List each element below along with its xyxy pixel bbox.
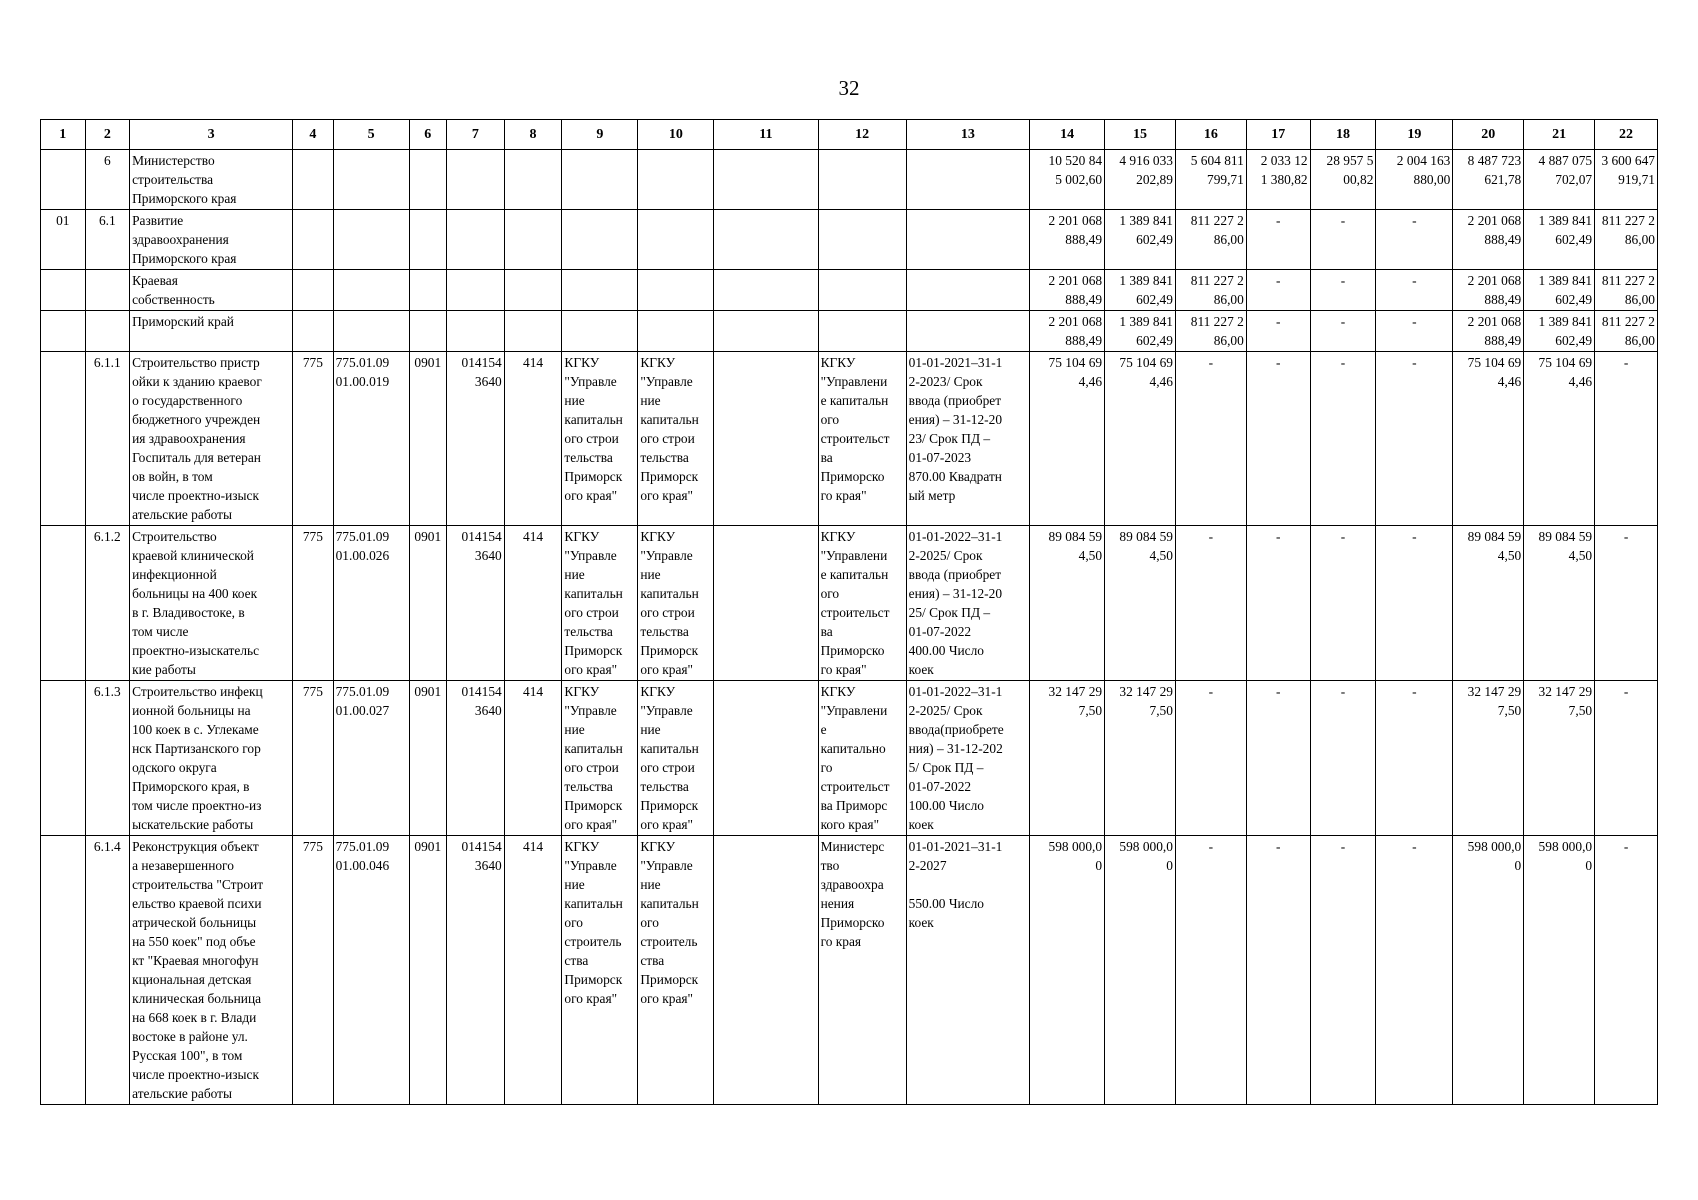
table-cell: -	[1175, 526, 1246, 681]
table-cell: 1 389 841 602,49	[1524, 210, 1595, 270]
table-row	[41, 526, 1658, 681]
table-cell	[638, 311, 714, 352]
table-cell	[504, 210, 562, 270]
table-cell: -	[1595, 681, 1658, 836]
header-cell: 19	[1376, 120, 1453, 150]
table-cell	[562, 150, 638, 210]
table-cell: 2 033 12 1 380,82	[1246, 150, 1310, 210]
table-cell	[293, 150, 334, 210]
table-cell: -	[1376, 352, 1453, 526]
table-cell: 2 201 068 888,49	[1453, 270, 1524, 311]
table-cell: 014154 3640	[447, 352, 505, 526]
table-cell: -	[1310, 681, 1376, 836]
table-cell: 0901	[409, 681, 446, 836]
table-cell	[638, 210, 714, 270]
table-cell: 775	[293, 526, 334, 681]
table-cell: 0901	[409, 352, 446, 526]
table-cell: 2 201 068 888,49	[1030, 210, 1105, 270]
table-cell: КГКУ "Управлени е капитально го строительст ва Приморс кого края"	[818, 681, 906, 836]
table-cell: 6.1	[85, 210, 130, 270]
table-cell: -	[1376, 526, 1453, 681]
table-cell: -	[1376, 311, 1453, 352]
header-cell: 14	[1030, 120, 1105, 150]
table-cell	[333, 311, 409, 352]
header-cell: 8	[504, 120, 562, 150]
table-cell: 89 084 59 4,50	[1453, 526, 1524, 681]
table-cell: -	[1595, 526, 1658, 681]
table-cell	[714, 526, 818, 681]
table-cell: -	[1175, 681, 1246, 836]
header-cell: 5	[333, 120, 409, 150]
table-cell	[41, 681, 86, 836]
table-cell: 2 201 068 888,49	[1030, 270, 1105, 311]
table-cell: -	[1246, 352, 1310, 526]
table-cell	[504, 270, 562, 311]
table-cell	[41, 526, 86, 681]
table-cell: 811 227 2 86,00	[1175, 210, 1246, 270]
table-cell: 0901	[409, 836, 446, 1105]
table-cell	[333, 210, 409, 270]
table-cell	[714, 210, 818, 270]
table-cell: КГКУ "Управле ние капитальн ого строи тельства Приморск ого края"	[638, 526, 714, 681]
table-cell: 775.01.09 01.00.026	[333, 526, 409, 681]
table-cell	[41, 150, 86, 210]
table-cell	[447, 150, 505, 210]
table-cell	[41, 270, 86, 311]
table-cell	[293, 311, 334, 352]
table-cell: -	[1595, 352, 1658, 526]
table-cell: 01-01-2022–31-1 2-2025/ Срок ввода (приобрет ения) – 31-12-20 25/ Срок ПД – 01-07-2022 400.00 Число коек	[906, 526, 1030, 681]
table-cell: 75 104 69 4,46	[1524, 352, 1595, 526]
table-cell: -	[1376, 270, 1453, 311]
table-cell: Строительство пристр ойки к зданию краевог о государственного бюджетного учрежден ия здравоохранения Госпиталь для ветеран ов войн, в том числе проектно-изыск ательские работы	[130, 352, 293, 526]
table-cell	[638, 270, 714, 311]
table-cell: 811 227 2 86,00	[1175, 270, 1246, 311]
table-cell: 6.1.2	[85, 526, 130, 681]
table-row	[41, 681, 1658, 836]
table-cell	[714, 836, 818, 1105]
table-cell: Строительство инфекц ионной больницы на 100 коек в с. Углекаме нск Партизанского гор одского округа Приморского края, в том числе проектно-из ыскательские работы	[130, 681, 293, 836]
table-cell: -	[1246, 270, 1310, 311]
table-cell	[409, 270, 446, 311]
table-cell: 0901	[409, 526, 446, 681]
table-cell: -	[1175, 352, 1246, 526]
header-cell: 15	[1105, 120, 1176, 150]
header-cell: 9	[562, 120, 638, 150]
table-cell	[714, 681, 818, 836]
table-cell: 4 916 033 202,89	[1105, 150, 1176, 210]
table-cell: -	[1376, 836, 1453, 1105]
table-cell	[41, 836, 86, 1105]
table-cell: 32 147 29 7,50	[1453, 681, 1524, 836]
table-cell: КГКУ "Управле ние капитальн ого строи тельства Приморск ого края"	[562, 681, 638, 836]
table-cell	[714, 270, 818, 311]
table-cell: 6	[85, 150, 130, 210]
table-cell: 598 000,0 0	[1105, 836, 1176, 1105]
table-cell: 89 084 59 4,50	[1030, 526, 1105, 681]
table-cell: 6.1.1	[85, 352, 130, 526]
table-cell	[409, 150, 446, 210]
table-cell: -	[1595, 836, 1658, 1105]
table-cell: 2 201 068 888,49	[1453, 311, 1524, 352]
header-cell: 11	[714, 120, 818, 150]
header-cell: 6	[409, 120, 446, 150]
table-cell	[85, 311, 130, 352]
table-cell: 775	[293, 352, 334, 526]
table-cell: 598 000,0 0	[1030, 836, 1105, 1105]
table-cell: 414	[504, 836, 562, 1105]
table-row	[41, 836, 1658, 1105]
table-cell	[818, 210, 906, 270]
table-cell: КГКУ "Управлени е капитальн ого строительст ва Приморско го края"	[818, 352, 906, 526]
table-cell	[409, 210, 446, 270]
data-table	[40, 119, 1658, 1105]
table-cell	[293, 210, 334, 270]
table-cell: Реконструкция объект а незавершенного строительства "Строит ельство краевой психи атрической больницы на 550 коек" под объе кт "Краевая многофун кциональная детская клиническая больница на 668 коек в г. Влади востоке в районе ул. Русская 100", в том числе проектно-изыск ательские работы	[130, 836, 293, 1105]
table-cell: 1 389 841 602,49	[1524, 311, 1595, 352]
table-row	[41, 150, 1658, 210]
table-cell: 28 957 5 00,82	[1310, 150, 1376, 210]
table-cell: -	[1246, 311, 1310, 352]
table-cell: 8 487 723 621,78	[1453, 150, 1524, 210]
header-cell: 20	[1453, 120, 1524, 150]
table-cell: Развитие здравоохранения Приморского края	[130, 210, 293, 270]
table-cell: 598 000,0 0	[1524, 836, 1595, 1105]
table-cell: -	[1310, 836, 1376, 1105]
table-cell	[293, 270, 334, 311]
table-cell: КГКУ "Управле ние капитальн ого строи тельства Приморск ого края"	[562, 352, 638, 526]
table-cell: 1 389 841 602,49	[1105, 270, 1176, 311]
table-cell: 811 227 2 86,00	[1595, 210, 1658, 270]
header-cell: 18	[1310, 120, 1376, 150]
table-row	[41, 210, 1658, 270]
table-cell	[906, 311, 1030, 352]
table-cell: 014154 3640	[447, 681, 505, 836]
table-cell: -	[1310, 526, 1376, 681]
table-cell	[562, 210, 638, 270]
table-cell	[818, 150, 906, 210]
table-cell: 4 887 075 702,07	[1524, 150, 1595, 210]
table-cell: 32 147 29 7,50	[1105, 681, 1176, 836]
table-cell: -	[1310, 311, 1376, 352]
table-cell: 01	[41, 210, 86, 270]
table-cell: 414	[504, 526, 562, 681]
table-cell: 414	[504, 681, 562, 836]
table-cell: 5 604 811 799,71	[1175, 150, 1246, 210]
table-cell: 775.01.09 01.00.027	[333, 681, 409, 836]
table-cell: -	[1310, 210, 1376, 270]
table-cell: 598 000,0 0	[1453, 836, 1524, 1105]
table-cell: 2 201 068 888,49	[1453, 210, 1524, 270]
table-cell	[41, 352, 86, 526]
table-cell: 811 227 2 86,00	[1175, 311, 1246, 352]
table-cell: КГКУ "Управле ние капитальн ого строитель ства Приморск ого края"	[562, 836, 638, 1105]
table-cell: 775	[293, 836, 334, 1105]
table-cell: -	[1246, 681, 1310, 836]
table-cell	[504, 150, 562, 210]
table-cell: 01-01-2021–31-1 2-2023/ Срок ввода (приобрет ения) – 31-12-20 23/ Срок ПД – 01-07-2023 870.00 Квадратн ый метр	[906, 352, 1030, 526]
table-cell: 3 600 647 919,71	[1595, 150, 1658, 210]
table-cell: -	[1310, 270, 1376, 311]
table-cell: -	[1376, 681, 1453, 836]
table-cell: 1 389 841 602,49	[1105, 311, 1176, 352]
header-cell: 12	[818, 120, 906, 150]
table-cell: 6.1.3	[85, 681, 130, 836]
table-cell: Краевая собственность	[130, 270, 293, 311]
table-cell: 1 389 841 602,49	[1105, 210, 1176, 270]
table-cell: 75 104 69 4,46	[1105, 352, 1176, 526]
header-cell: 10	[638, 120, 714, 150]
header-cell: 16	[1175, 120, 1246, 150]
table-cell	[447, 311, 505, 352]
table-cell: 32 147 29 7,50	[1524, 681, 1595, 836]
header-cell: 17	[1246, 120, 1310, 150]
table-cell: -	[1246, 836, 1310, 1105]
table-cell: 014154 3640	[447, 836, 505, 1105]
table-cell	[562, 270, 638, 311]
header-row	[41, 120, 1658, 150]
table-cell: 01-01-2021–31-1 2-2027 550.00 Число коек	[906, 836, 1030, 1105]
table-cell: 014154 3640	[447, 526, 505, 681]
table-cell: -	[1310, 352, 1376, 526]
table-cell: 775.01.09 01.00.046	[333, 836, 409, 1105]
table-cell: 75 104 69 4,46	[1453, 352, 1524, 526]
table-cell: 10 520 84 5 002,60	[1030, 150, 1105, 210]
table-cell: 775.01.09 01.00.019	[333, 352, 409, 526]
table-row	[41, 311, 1658, 352]
table-cell	[714, 150, 818, 210]
table-cell	[41, 311, 86, 352]
header-cell: 3	[130, 120, 293, 150]
table-row	[41, 270, 1658, 311]
table-cell	[818, 311, 906, 352]
table-cell: КГКУ "Управле ние капитальн ого строи тельства Приморск ого края"	[562, 526, 638, 681]
table-cell: -	[1246, 526, 1310, 681]
header-cell: 13	[906, 120, 1030, 150]
header-cell: 4	[293, 120, 334, 150]
table-cell: 89 084 59 4,50	[1105, 526, 1176, 681]
table-cell	[409, 311, 446, 352]
header-cell: 22	[1595, 120, 1658, 150]
table-cell: КГКУ "Управлени е капитальн ого строительст ва Приморско го края"	[818, 526, 906, 681]
table-cell	[333, 270, 409, 311]
table-cell	[447, 210, 505, 270]
table-cell: -	[1376, 210, 1453, 270]
table-row	[41, 352, 1658, 526]
table-cell: 6.1.4	[85, 836, 130, 1105]
table-cell: 811 227 2 86,00	[1595, 311, 1658, 352]
table-cell	[562, 311, 638, 352]
table-cell	[714, 352, 818, 526]
table-cell: 414	[504, 352, 562, 526]
table-cell: 811 227 2 86,00	[1595, 270, 1658, 311]
table-cell	[504, 311, 562, 352]
table-cell: КГКУ "Управле ние капитальн ого строи тельства Приморск ого края"	[638, 352, 714, 526]
table-cell	[906, 150, 1030, 210]
table-cell: КГКУ "Управле ние капитальн ого строи тельства Приморск ого края"	[638, 681, 714, 836]
table-cell: 2 004 163 880,00	[1376, 150, 1453, 210]
header-cell: 7	[447, 120, 505, 150]
table-cell	[85, 270, 130, 311]
header-cell: 1	[41, 120, 86, 150]
table-cell	[447, 270, 505, 311]
table-cell: Строительство краевой клинической инфекционной больницы на 400 коек в г. Владивостоке, в том числе проектно-изыскательс кие работы	[130, 526, 293, 681]
table-cell: 01-01-2022–31-1 2-2025/ Срок ввода(приобрете ния) – 31-12-202 5/ Срок ПД – 01-07-2022 100.00 Число коек	[906, 681, 1030, 836]
header-cell: 2	[85, 120, 130, 150]
table-cell	[906, 210, 1030, 270]
table-cell: 89 084 59 4,50	[1524, 526, 1595, 681]
table-cell	[906, 270, 1030, 311]
table-cell	[818, 270, 906, 311]
header-cell: 21	[1524, 120, 1595, 150]
table-cell	[638, 150, 714, 210]
table-cell	[714, 311, 818, 352]
table-cell: 2 201 068 888,49	[1030, 311, 1105, 352]
table-cell: -	[1175, 836, 1246, 1105]
table-cell: -	[1246, 210, 1310, 270]
table-cell: 1 389 841 602,49	[1524, 270, 1595, 311]
table-cell: 775	[293, 681, 334, 836]
table-cell: Приморский край	[130, 311, 293, 352]
table-cell: 75 104 69 4,46	[1030, 352, 1105, 526]
table-cell: Министерс тво здравоохра нения Приморско го края	[818, 836, 906, 1105]
table-cell	[333, 150, 409, 210]
table-cell: Министерство строительства Приморского края	[130, 150, 293, 210]
table-cell: КГКУ "Управле ние капитальн ого строитель ства Приморск ого края"	[638, 836, 714, 1105]
page-number: 32	[838, 76, 860, 100]
table-cell: 32 147 29 7,50	[1030, 681, 1105, 836]
